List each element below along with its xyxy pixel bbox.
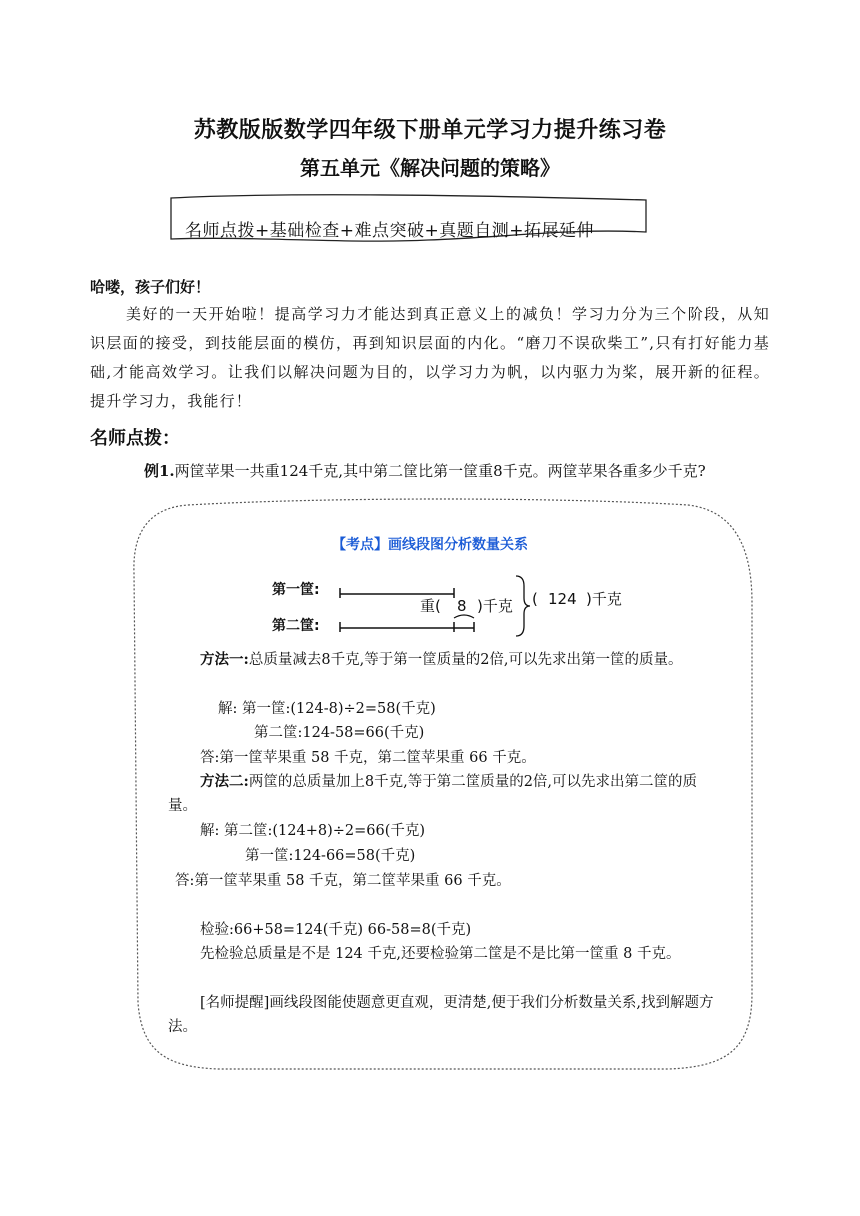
page-title: 苏教版版数学四年级下册单元学习力提升练习卷 [193,118,667,143]
line-segment-diagram [268,568,648,640]
diff-open: 重( [420,597,441,615]
answer2: 答:第一筐苹果重 58 千克，第二筐苹果重 66 千克。 [175,873,511,889]
banner-label: 名师点拨+基础检查+难点突破+真题自测+拓展延伸 [185,221,594,241]
example-label: 例1. [144,462,175,480]
method2-label: 方法二: [200,773,249,790]
check-note: 先检验总质量是不是 124 千克,还要检验第二筐是不是比第一筐重 8 千克。 [200,946,681,962]
example-question [90,459,770,484]
unit-subtitle: 第五单元《解决问题的策略》 [300,156,560,180]
row2-label: 第二筐: [272,618,320,634]
solve2-line1: 解: 第二筐:(124+8)÷2=66(千克) [200,823,426,839]
check-line: 检验:66+58=124(千克) 66-58=8(千克) [200,922,472,938]
solve2-line2: 第一筐:124-66=58(千克) [245,848,416,864]
intro-paragraph: 美好的一天开始啦！提高学习力才能达到真正意义上的减负！学习力分为三个阶段，从知识层面的接受，到技能层面的模仿，再到知识层面的内化。“磨刀不误砍柴工”,只有打好能力基础,才能高效学习。让我们以解决问题为目的，以学习力为帆，以内驱力为桨，展开新的征程。提升学习力，我能行！ [90,305,770,410]
method1-label: 方法一: [200,651,249,668]
example-text: 两筐苹果一共重124千克,其中第二筐比第一筐重8千克。两筐苹果各重多少千克? [174,462,706,480]
kaodian-label: 【考点】画线段图分析数量关系 [332,537,528,553]
method2-text: 两筐的总质量加上8千克,等于第二筐质量的2倍,可以先求出第二筐的质量。 [168,774,698,814]
total-open: ( [532,590,538,608]
section-title: 名师点拨： [90,428,180,449]
method2-paragraph [168,770,718,818]
diff-unit: )千克 [477,597,513,615]
total-value: 124 [548,590,577,608]
teacher-tip: [名师提醒]画线段图能使题意更直观，更清楚,便于我们分析数量关系,找到解题方法。 [168,995,714,1035]
total-unit: )千克 [586,590,622,608]
diff-value: 8 [457,597,467,615]
method1-text: 总质量减去8千克,等于第一筐质量的2倍,可以先求出第一筐的质量。 [248,652,683,668]
solve1-line2: 第二筐:124-58=66(千克) [254,725,425,741]
solve1-line1: 解: 第一筐:(124-8)÷2=58(千克) [218,701,436,717]
row1-label: 第一筐: [272,582,320,598]
method1-paragraph [168,648,718,672]
greeting: 哈喽，孩子们好！ [90,278,211,296]
answer1: 答:第一筐苹果重 58 千克，第二筐苹果重 66 千克。 [200,750,536,766]
